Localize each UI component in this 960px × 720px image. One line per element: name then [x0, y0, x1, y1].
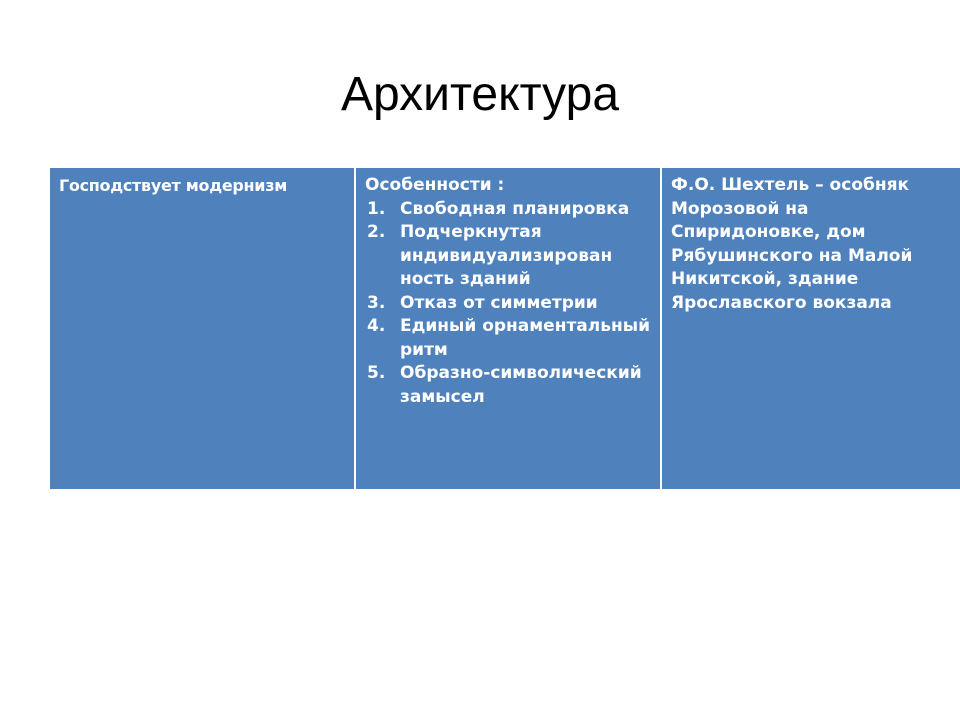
- features-heading: Особенности :: [365, 175, 505, 195]
- style-text: Господствует модернизм: [59, 176, 287, 195]
- list-item-number: 4.: [367, 316, 386, 336]
- examples-text: Ф.О. Шехтель – особняк Морозовой на Спиридоновке, дом Рябушинского на Малой Никитской, здание Ярославского вокзала: [671, 175, 913, 313]
- list-item-text: Подчеркнутая индивидуализирован ность зданий: [400, 222, 613, 289]
- list-item-text: Свободная планировка: [400, 198, 630, 219]
- table-cell-features: [355, 167, 661, 490]
- content-table-container: [48, 166, 912, 491]
- list-item-number: 1.: [367, 198, 386, 219]
- list-item-number: 2.: [367, 222, 386, 242]
- list-item-text: Отказ от симметрии: [400, 292, 598, 313]
- table-cell-examples: [661, 167, 960, 490]
- content-table: [48, 166, 960, 491]
- list-item: [365, 362, 652, 409]
- list-item-number: 5.: [367, 363, 386, 383]
- features-list: [365, 198, 652, 410]
- list-item: [365, 292, 652, 316]
- list-item-text: Единый орнаментальный ритм: [400, 316, 650, 360]
- slide-title: Архитектура: [340, 68, 620, 121]
- list-item-number: 3.: [367, 292, 386, 313]
- table-row: [49, 167, 960, 490]
- list-item: [365, 315, 652, 362]
- list-item: [365, 198, 652, 222]
- list-item: [365, 221, 652, 292]
- table-cell-style: [49, 167, 355, 490]
- list-item-text: Образно-символический замысел: [400, 363, 642, 407]
